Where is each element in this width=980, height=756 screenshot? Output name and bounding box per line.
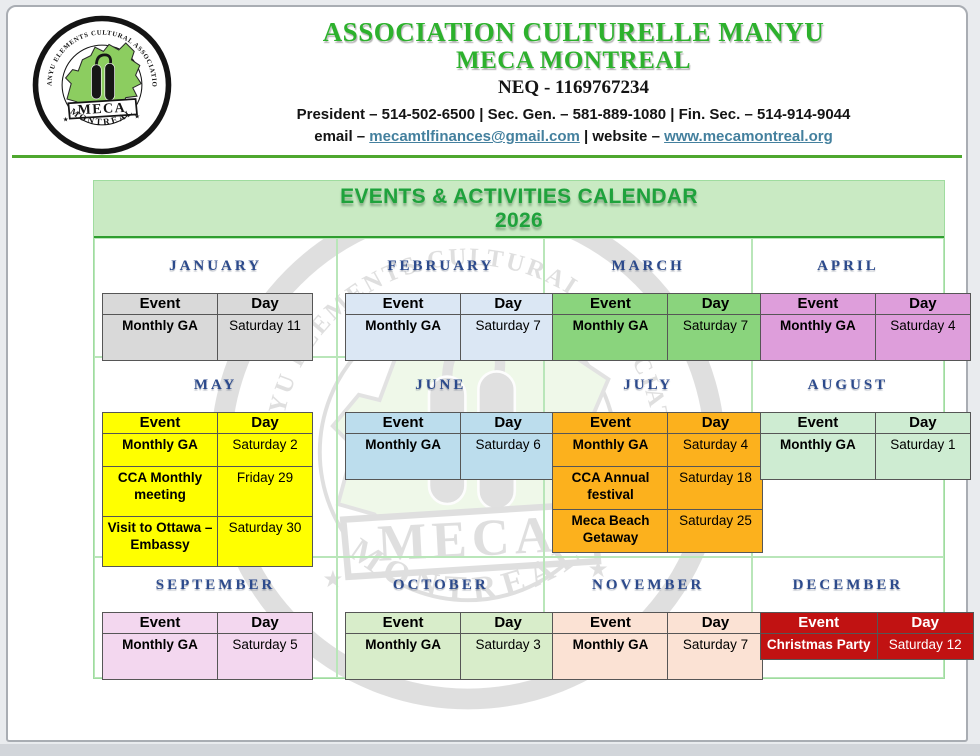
day-cell: Saturday 5	[218, 634, 313, 680]
day-header: Day	[875, 294, 970, 315]
table-row	[553, 510, 763, 553]
event-cell: Monthly GA	[103, 315, 218, 361]
event-cell: Monthly GA	[346, 315, 461, 361]
day-header: Day	[218, 613, 313, 634]
table-row	[103, 315, 313, 361]
org-name-line1: ASSOCIATION CULTURELLE MANYU	[322, 17, 825, 47]
meca-logo-icon	[32, 15, 172, 155]
month-card-november	[544, 557, 751, 678]
month-card-august	[752, 357, 956, 557]
table-row	[760, 434, 970, 480]
table-row	[553, 634, 763, 680]
event-cell: Monthly GA	[103, 634, 218, 680]
month-events-table	[102, 412, 313, 567]
letterhead	[193, 17, 954, 148]
table-row	[553, 467, 763, 510]
event-cell: Monthly GA	[760, 434, 875, 480]
month-events-table	[552, 293, 763, 361]
email-link[interactable]: mecamtlfinances@gmail.com	[369, 128, 580, 145]
day-header: Day	[875, 413, 970, 434]
event-cell: Visit to Ottawa – Embassy	[103, 517, 218, 567]
table-row	[103, 467, 313, 517]
event-header: Event	[553, 413, 668, 434]
month-title: JANUARY	[169, 257, 263, 274]
event-cell: Meca Beach Getaway	[553, 510, 668, 553]
table-header-row	[346, 413, 556, 434]
month-events-table	[760, 293, 971, 361]
table-row	[103, 434, 313, 467]
month-events-table	[345, 612, 556, 680]
table-row	[553, 315, 763, 361]
event-cell: Monthly GA	[553, 434, 668, 467]
month-events-table	[345, 293, 556, 361]
month-title: FEBRUARY	[387, 257, 495, 274]
day-cell: Saturday 4	[875, 315, 970, 361]
meca-logo	[32, 15, 172, 155]
day-cell: Saturday 18	[668, 467, 763, 510]
event-header: Event	[760, 413, 875, 434]
month-card-june	[337, 357, 544, 557]
table-row	[103, 634, 313, 680]
table-header-row	[103, 294, 313, 315]
event-cell: Monthly GA	[760, 315, 875, 361]
document-page	[6, 5, 968, 742]
email-website-line	[193, 126, 954, 148]
month-card-december	[752, 557, 962, 678]
day-header: Day	[461, 613, 556, 634]
day-cell: Saturday 7	[668, 634, 763, 680]
month-card-february	[337, 238, 544, 357]
table-header-row	[346, 294, 556, 315]
day-header: Day	[668, 613, 763, 634]
day-cell: Saturday 12	[877, 634, 973, 660]
table-header-row	[760, 613, 973, 634]
event-cell: Monthly GA	[553, 315, 668, 361]
event-cell: Monthly GA	[346, 634, 461, 680]
events-calendar	[93, 180, 962, 679]
day-cell: Friday 29	[218, 467, 313, 517]
month-events-table	[760, 612, 974, 660]
day-header: Day	[668, 294, 763, 315]
month-card-march	[544, 238, 751, 357]
table-row	[346, 315, 556, 361]
table-row	[760, 315, 970, 361]
day-cell: Saturday 7	[668, 315, 763, 361]
month-grid	[94, 238, 962, 678]
event-header: Event	[103, 613, 218, 634]
month-events-table	[102, 612, 313, 680]
month-events-table	[552, 612, 763, 680]
month-title: MARCH	[611, 257, 685, 274]
month-card-may	[94, 357, 337, 557]
month-title: NOVEMBER	[592, 576, 705, 593]
month-events-table	[760, 412, 971, 480]
month-events-table	[345, 412, 556, 480]
month-card-july	[544, 357, 751, 557]
event-header: Event	[103, 413, 218, 434]
event-cell: Christmas Party	[760, 634, 877, 660]
website-label: | website –	[584, 128, 660, 145]
month-events-table	[552, 412, 763, 553]
month-title: AUGUST	[807, 376, 889, 393]
month-title: DECEMBER	[792, 576, 904, 593]
event-header: Event	[553, 613, 668, 634]
table-header-row	[553, 613, 763, 634]
day-header: Day	[461, 413, 556, 434]
event-header: Event	[760, 294, 875, 315]
table-row	[553, 434, 763, 467]
month-title: JUNE	[415, 376, 467, 393]
window-bottom-edge	[0, 744, 980, 756]
day-header: Day	[218, 294, 313, 315]
day-cell: Saturday 3	[461, 634, 556, 680]
contact-line: President – 514-502-6500 | Sec. Gen. – 581-889-1080 | Fin. Sec. – 514-914-9044	[296, 106, 851, 123]
day-cell: Saturday 2	[218, 434, 313, 467]
calendar-year: 2026	[495, 209, 543, 232]
org-name-line2: MECA MONTREAL	[456, 47, 691, 74]
event-header: Event	[553, 294, 668, 315]
table-row	[346, 634, 556, 680]
event-cell: Monthly GA	[553, 634, 668, 680]
day-cell: Saturday 7	[461, 315, 556, 361]
event-cell: CCA Monthly meeting	[103, 467, 218, 517]
table-header-row	[103, 413, 313, 434]
month-card-january	[94, 238, 337, 357]
month-card-october	[337, 557, 544, 678]
month-title: SEPTEMBER	[155, 576, 276, 593]
table-header-row	[553, 413, 763, 434]
table-header-row	[760, 294, 970, 315]
table-header-row	[760, 413, 970, 434]
day-cell: Saturday 25	[668, 510, 763, 553]
table-row	[760, 634, 973, 660]
email-label: email –	[314, 128, 366, 145]
event-header: Event	[346, 413, 461, 434]
day-header: Day	[668, 413, 763, 434]
month-card-april	[752, 238, 956, 357]
event-header: Event	[103, 294, 218, 315]
day-header: Day	[877, 613, 973, 634]
table-row	[103, 517, 313, 567]
month-title: OCTOBER	[392, 576, 489, 593]
event-header: Event	[346, 613, 461, 634]
month-title: APRIL	[817, 257, 879, 274]
event-header: Event	[760, 613, 877, 634]
green-divider	[12, 155, 962, 158]
calendar-title-band	[94, 181, 944, 238]
day-cell: Saturday 1	[875, 434, 970, 480]
table-row	[346, 434, 556, 480]
event-cell: CCA Annual festival	[553, 467, 668, 510]
website-link[interactable]: www.mecamontreal.org	[664, 128, 833, 145]
day-cell: Saturday 6	[461, 434, 556, 480]
day-cell: Saturday 4	[668, 434, 763, 467]
event-cell: Monthly GA	[103, 434, 218, 467]
day-header: Day	[461, 294, 556, 315]
table-header-row	[103, 613, 313, 634]
neq-number: NEQ - 1169767234	[498, 77, 649, 98]
day-header: Day	[218, 413, 313, 434]
month-card-september	[94, 557, 337, 678]
month-title: JULY	[623, 376, 674, 393]
day-cell: Saturday 30	[218, 517, 313, 567]
event-header: Event	[346, 294, 461, 315]
month-title: MAY	[193, 376, 238, 393]
calendar-title: EVENTS & ACTIVITIES CALENDAR	[340, 185, 698, 208]
table-header-row	[346, 613, 556, 634]
month-events-table	[102, 293, 313, 361]
day-cell: Saturday 11	[218, 315, 313, 361]
table-header-row	[553, 294, 763, 315]
event-cell: Monthly GA	[346, 434, 461, 480]
